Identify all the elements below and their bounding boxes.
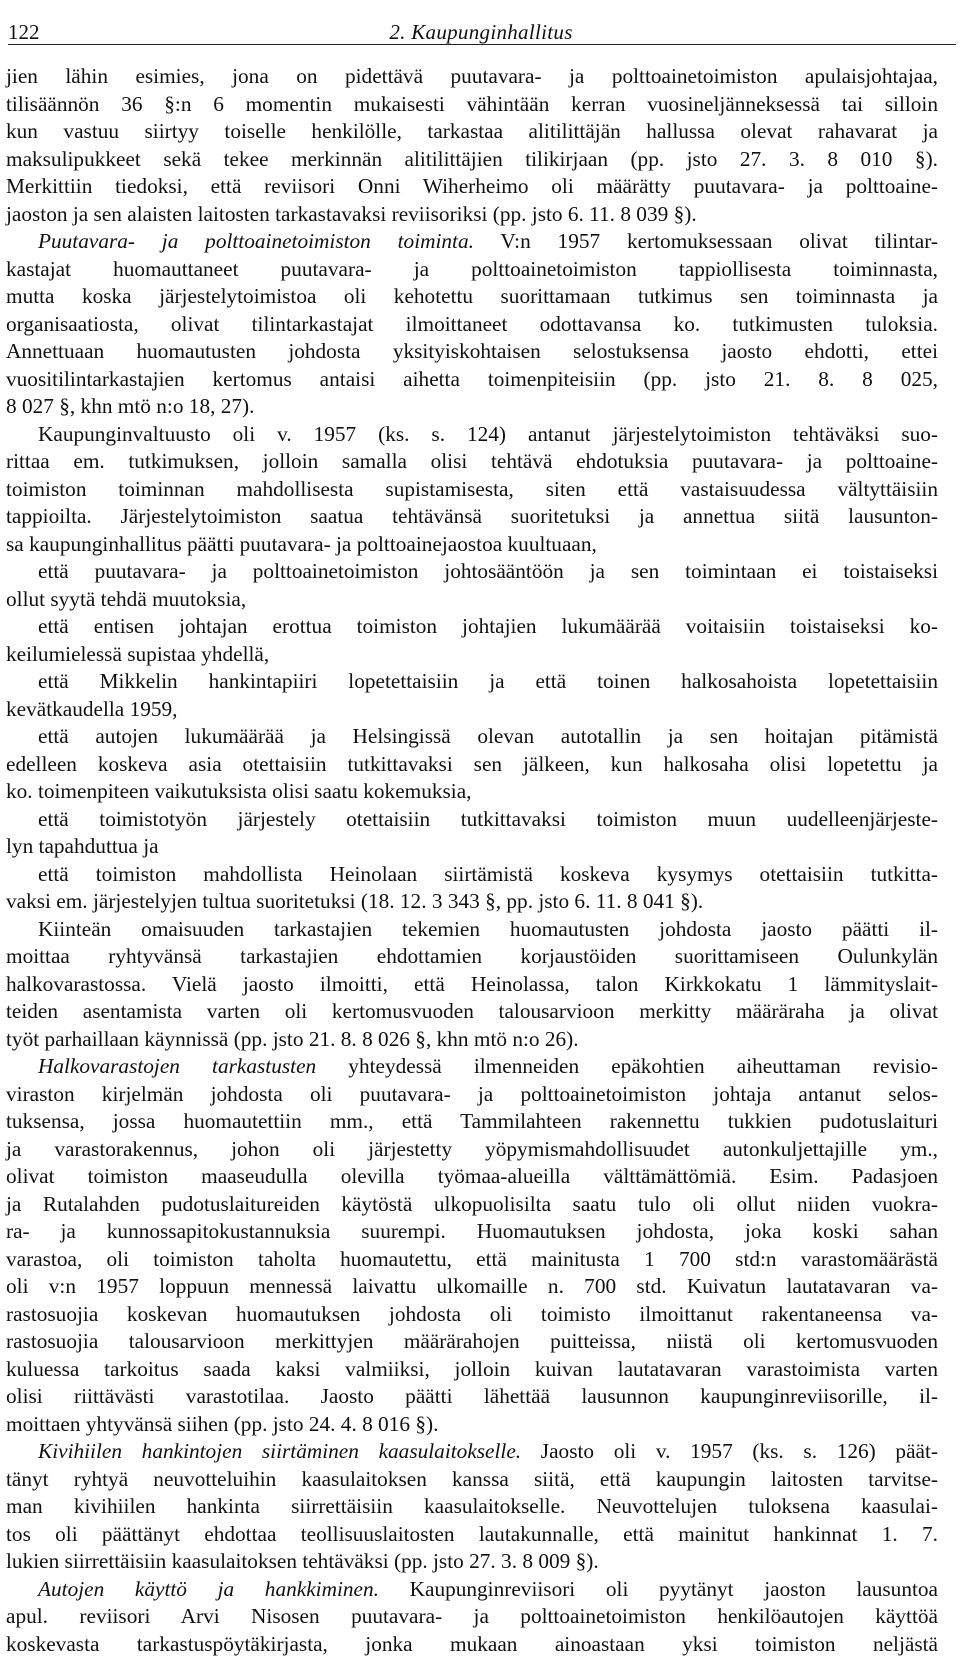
- line-text: vaksi em. järjestelyjen tultua suoritetuksi (18. 12. 3 343 §, pp. jsto 6. 11. 8 041 §).: [6, 889, 703, 913]
- line-text: V:n 1957 kertomuksessaan olivat tilintar-: [474, 229, 938, 253]
- line-text: toimiston toiminnan mahdollisesta supistamisesta, siten että vastaisuudessa vältyttäisiin: [6, 477, 938, 501]
- line-text: kun vastuu siirtyy toiselle henkilölle, tarkastaa alitilittäjän hallussa olevat rahavarat ja: [6, 119, 938, 143]
- page-header: [8, 16, 954, 46]
- line-text: Kaupunginreviisori oli pyytänyt jaoston lausuntoa: [379, 1577, 938, 1601]
- text-line: [6, 668, 938, 696]
- line-text: varastoa, oli toimiston taholta huomautettu, että mainitusta 1 700 std:n varastomäärästä: [6, 1247, 938, 1271]
- text-line: [6, 943, 938, 971]
- text-line: [6, 998, 938, 1026]
- body-text: [6, 63, 938, 1658]
- running-head: 2. Kaupunginhallitus: [8, 20, 954, 45]
- text-line: [6, 393, 938, 421]
- line-text: olisi riittävästi varastotilaa. Jaosto päätti lähettää lausunnon kaupunginreviisorille, il-: [6, 1384, 938, 1408]
- line-text: apul. reviisori Arvi Nisosen puutavara- ja polttoainetoimiston henkilöautojen käyttöä: [6, 1604, 938, 1628]
- line-text: kuluessa tarkoitus saada kaksi valmiiksi, jolloin kuivan lautatavaran varastoimista varten: [6, 1357, 938, 1381]
- text-line: [6, 256, 938, 284]
- text-line: [6, 696, 938, 724]
- line-text: että autojen lukumäärää ja Helsingissä olevan autotallin ja sen hoitajan pitämistä: [38, 724, 938, 748]
- line-text: rastosuojia talousarvioon merkittyjen määrärahojen puitteissa, niistä oli kertomusvuoden: [6, 1329, 938, 1353]
- text-line: [6, 1576, 938, 1604]
- line-text: Kiinteän omaisuuden tarkastajien tekemien huomautusten johdosta jaosto päätti il-: [38, 917, 938, 941]
- section-heading: Autojen käyttö ja hankkiminen.: [38, 1577, 379, 1601]
- line-text: tos oli päättänyt ehdottaa teollisuuslaitosten lautakunnalle, että mainitut hankinnat 1. 7.: [6, 1522, 938, 1546]
- text-line: [6, 888, 938, 916]
- line-text: että entisen johtajan erottua toimiston johtajien lukumäärää voitaisiin toistaiseksi ko-: [38, 614, 938, 638]
- line-text: edelleen koskeva asia otettaisiin tutkittavaksi sen jälkeen, kun halkosaha olisi lopetettu ja: [6, 752, 938, 776]
- line-text: jaoston ja sen alaisten laitosten tarkastavaksi reviisoriksi (pp. jsto 6. 11. 8 039 §).: [6, 202, 697, 226]
- text-line: [6, 201, 938, 229]
- line-text: oli v:n 1957 loppuun mennessä laivattu ulkomaille n. 700 std. Kuivatun lautatavaran va-: [6, 1274, 938, 1298]
- text-line: [6, 971, 938, 999]
- text-line: [6, 1273, 938, 1301]
- line-text: keilumielessä supistaa yhdellä,: [6, 642, 269, 666]
- text-line: [6, 1026, 938, 1054]
- text-line: [6, 1081, 938, 1109]
- line-text: ollut syytä tehdä muutoksia,: [6, 587, 246, 611]
- text-line: [6, 1438, 938, 1466]
- text-line: [6, 311, 938, 339]
- text-line: [6, 1191, 938, 1219]
- line-text: rastosuojia koskevan huomautuksen johdosta oli toimisto ilmoittanut rakentaneensa va-: [6, 1302, 938, 1326]
- line-text: moittaa ryhtyvänsä tarkastajien ehdottamien korjaustöiden suorittamiseen Oulunkylän: [6, 944, 938, 968]
- text-line: [6, 1246, 938, 1274]
- text-line: [6, 503, 938, 531]
- line-text: lyn tapahduttua ja: [6, 834, 159, 858]
- header-rule: [8, 44, 956, 45]
- text-line: [6, 1356, 938, 1384]
- text-line: [6, 1603, 938, 1631]
- line-text: halkovarastossa. Vielä jaosto ilmoitti, että Heinolassa, talon Kirkkokatu 1 lämmityslait-: [6, 972, 938, 996]
- text-line: [6, 1466, 938, 1494]
- section-heading: Kivihiilen hankintojen siirtäminen kaasulaitokselle.: [38, 1439, 521, 1463]
- text-line: [6, 833, 938, 861]
- line-text: mutta koska järjestelytoimistoa oli kehotettu suorittamaan tutkimus sen toiminnasta ja: [6, 284, 938, 308]
- text-line: [6, 531, 938, 559]
- text-line: [6, 1053, 938, 1081]
- line-text: jien lähin esimies, jona on pidettävä puutavara- ja polttoainetoimiston apulaisjohtajaa,: [6, 64, 938, 88]
- text-line: [6, 1411, 938, 1439]
- section-heading: Puutavara- ja polttoainetoimiston toiminta.: [38, 229, 474, 253]
- line-text: vuositilintarkastajien kertomus antaisi aihetta toimenpiteisiin (pp. jsto 21. 8. 8 025,: [6, 367, 938, 391]
- line-text: Annettuaan huomautusten johdosta yksityiskohtaisen selostuksensa jaosto ehdotti, ettei: [6, 339, 938, 363]
- line-text: man kivihiilen hankinta siirrettäisiin kaasulaitokselle. Neuvottelujen tuloksena kaasulai-: [6, 1494, 938, 1518]
- text-line: [6, 146, 938, 174]
- line-text: kastajat huomauttaneet puutavara- ja polttoainetoimiston tappiollisesta toiminnasta,: [6, 257, 938, 281]
- line-text: organisaatiosta, olivat tilintarkastajat ilmoittaneet odottavansa ko. tutkimusten tuloksia.: [6, 312, 938, 336]
- line-text: Kaupunginvaltuusto oli v. 1957 (ks. s. 124) antanut järjestelytoimiston tehtäväksi suo-: [38, 422, 938, 446]
- text-line: [6, 751, 938, 779]
- line-text: moittaen yhtyvänsä siihen (pp. jsto 24. 4. 8 016 §).: [6, 1412, 438, 1436]
- text-line: [6, 613, 938, 641]
- line-text: kevätkaudella 1959,: [6, 697, 178, 721]
- line-text: ja varastorakennus, johon oli järjestetty yöpymismahdollisuudet autonkuljettajille ym.,: [6, 1137, 938, 1161]
- text-line: [6, 1521, 938, 1549]
- text-line: [6, 586, 938, 614]
- line-text: että puutavara- ja polttoainetoimiston johtosääntöön ja sen toimintaan ei toistaiseksi: [38, 559, 938, 583]
- line-text: ja Rutalahden pudotuslaitureiden käytöstä ulkopuolisilta saatu tulo oli ollut niiden vuokra-: [6, 1192, 938, 1216]
- text-line: [6, 63, 938, 91]
- line-text: ra- ja kunnossapitokustannuksia suurempi. Huomautuksen johdosta, joka koski sahan: [6, 1219, 938, 1243]
- line-text: Jaosto oli v. 1957 (ks. s. 126) päät-: [521, 1439, 938, 1463]
- text-line: [6, 1548, 938, 1576]
- text-line: [6, 448, 938, 476]
- text-line: [6, 1136, 938, 1164]
- text-line: [6, 173, 938, 201]
- line-text: ko. toimenpiteen vaikutuksista olisi saatu kokemuksia,: [6, 779, 472, 803]
- section-heading: Halkovarastojen tarkastusten: [38, 1054, 316, 1078]
- page-number: 122: [8, 20, 40, 45]
- line-text: yhteydessä ilmenneiden epäkohtien aiheuttaman revisio-: [316, 1054, 938, 1078]
- text-line: [6, 1631, 938, 1658]
- text-line: [6, 283, 938, 311]
- line-text: Merkittiin tiedoksi, että reviisori Onni Wiherheimo oli määrätty puutavara- ja polttoaine-: [6, 174, 938, 198]
- line-text: maksulipukkeet sekä tekee merkinnän alitilittäjien tilikirjaan (pp. jsto 27. 3. 8 010 §).: [6, 147, 938, 171]
- text-line: [6, 118, 938, 146]
- text-line: [6, 1218, 938, 1246]
- line-text: viraston kirjelmän johdosta oli puutavara- ja polttoainetoimiston johtaja antanut selos-: [6, 1082, 938, 1106]
- text-line: [6, 1301, 938, 1329]
- text-line: [6, 1493, 938, 1521]
- text-line: [6, 1163, 938, 1191]
- text-line: [6, 558, 938, 586]
- line-text: rittaa em. tutkimuksen, jolloin samalla olisi tehtävä ehdotuksia puutavara- ja polttoaine-: [6, 449, 938, 473]
- text-line: [6, 1383, 938, 1411]
- line-text: teiden asentamista varten oli kertomusvuoden talousarvioon merkitty määräraha ja olivat: [6, 999, 938, 1023]
- line-text: tuksensa, jossa huomautettiin mm., että Tammilahteen rakennettu tukkien pudotuslaituri: [6, 1109, 938, 1133]
- text-line: [6, 366, 938, 394]
- line-text: lukien siirrettäisiin kaasulaitoksen tehtäväksi (pp. jsto 27. 3. 8 009 §).: [6, 1549, 599, 1573]
- text-line: [6, 1108, 938, 1136]
- text-line: [6, 641, 938, 669]
- text-line: [6, 421, 938, 449]
- line-text: olivat toimiston maaseudulla olevilla työmaa-alueilla välttämättömiä. Esim. Padasjoen: [6, 1164, 938, 1188]
- line-text: tänyt ryhtyä neuvotteluihin kaasulaitoksen kanssa siitä, että kaupungin laitosten tarvitse-: [6, 1467, 938, 1491]
- line-text: sa kaupunginhallitus päätti puutavara- ja polttoainejaostoa kuultuaan,: [6, 532, 597, 556]
- text-line: [6, 861, 938, 889]
- line-text: että Mikkelin hankintapiiri lopetettaisiin ja että toinen halkosahoista lopetettaisiin: [38, 669, 938, 693]
- line-text: tappioilta. Järjestelytoimiston saatua tehtävänsä suoritetuksi ja annettua siitä lausunton-: [6, 504, 938, 528]
- text-line: [6, 228, 938, 256]
- line-text: että toimiston mahdollista Heinolaan siirtämistä koskeva kysymys otettaisiin tutkitta-: [38, 862, 938, 886]
- text-line: [6, 916, 938, 944]
- text-line: [6, 723, 938, 751]
- text-line: [6, 778, 938, 806]
- line-text: työt parhaillaan käynnissä (pp. jsto 21. 8. 8 026 §, khn mtö n:o 26).: [6, 1027, 579, 1051]
- text-line: [6, 338, 938, 366]
- line-text: tilisäännön 36 §:n 6 momentin mukaisesti vähintään kerran vuosineljänneksessä tai silloin: [6, 92, 938, 116]
- text-line: [6, 476, 938, 504]
- line-text: 8 027 §, khn mtö n:o 18, 27).: [6, 394, 254, 418]
- text-line: [6, 1328, 938, 1356]
- line-text: koskevasta tarkastuspöytäkirjasta, jonka mukaan ainoastaan yksi toimiston neljästä: [6, 1632, 938, 1656]
- text-line: [6, 91, 938, 119]
- line-text: että toimistotyön järjestely otettaisiin tutkittavaksi toimiston muun uudelleenjärjeste-: [38, 807, 938, 831]
- text-line: [6, 806, 938, 834]
